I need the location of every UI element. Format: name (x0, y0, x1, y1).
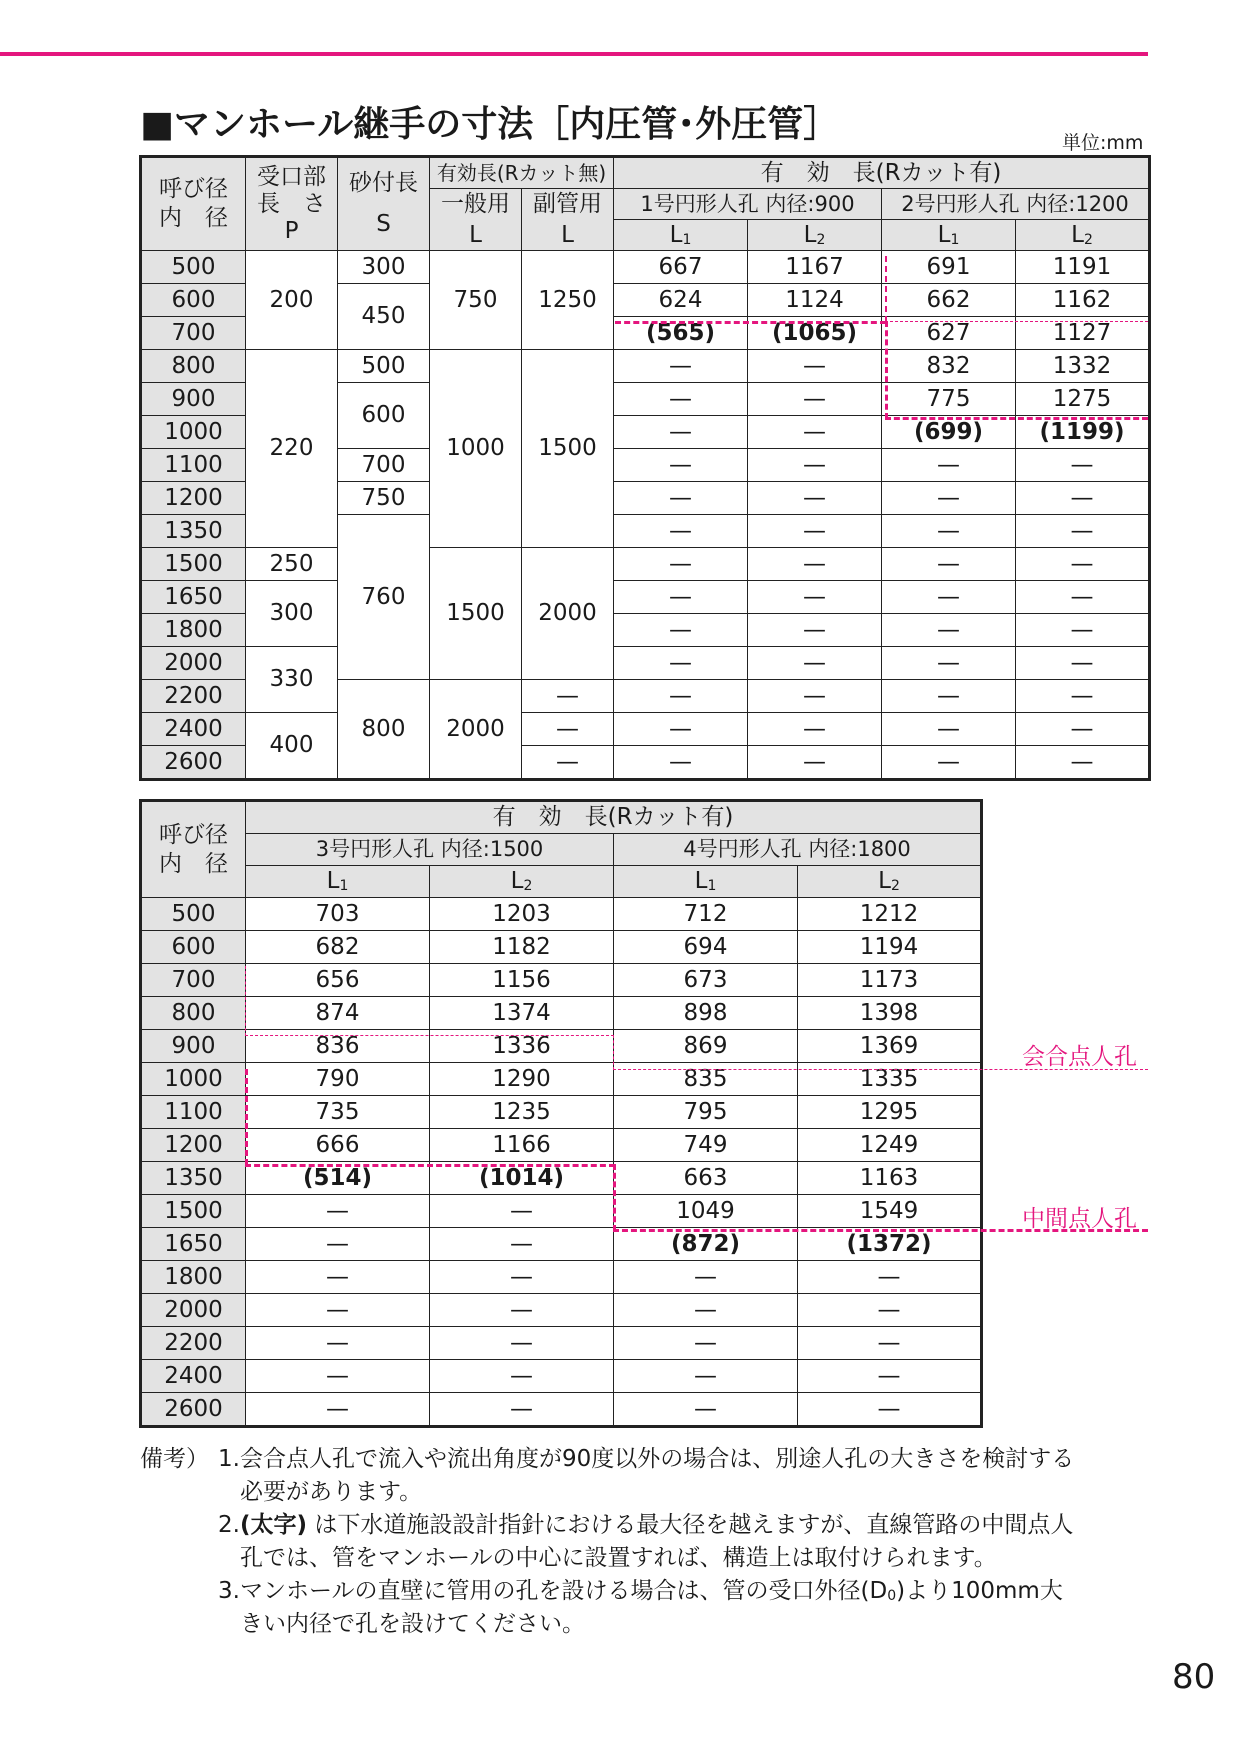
sub-length-cell: 1250 (522, 251, 614, 350)
value-cell: 790 (246, 1063, 430, 1096)
note-1-line2: 必要があります。 (240, 1479, 423, 1505)
value-cell: — (748, 350, 882, 383)
table-row (142, 1195, 981, 1228)
table-row (142, 350, 1149, 383)
remarks-prefix: 備考） (140, 1446, 209, 1472)
diameter-cell: 1500 (142, 1195, 246, 1228)
note-2-line1: は下水道施設設計指針における最大径を越えますが、直線管路の中間点人 (307, 1512, 1074, 1538)
value-cell: — (430, 1195, 614, 1228)
value-cell: 1163 (798, 1162, 981, 1195)
diameter-cell: 800 (142, 997, 246, 1030)
header-effective-length-cut: 有 効 長(Rカット有) (614, 158, 1149, 189)
value-cell: — (882, 647, 1016, 680)
value-cell: 712 (614, 898, 798, 931)
value-cell: 869 (614, 1030, 798, 1063)
junction-boundary-line (885, 256, 887, 322)
value-cell: — (798, 1360, 981, 1393)
value-cell: — (246, 1195, 430, 1228)
value-cell: — (1016, 746, 1149, 779)
value-cell: — (748, 449, 882, 482)
value-cell: — (246, 1360, 430, 1393)
table-row (142, 1393, 981, 1426)
value-cell: — (748, 416, 882, 449)
value-cell: — (882, 680, 1016, 713)
note-1-number: 1. (218, 1446, 240, 1472)
legend-middle-manhole: 中間点人孔 (1022, 1206, 1137, 1232)
socket-length-cell: 250 (246, 548, 338, 581)
note-3-line2: きい内径で孔を設けてください。 (240, 1611, 585, 1637)
diameter-cell: 2600 (142, 1393, 246, 1426)
value-cell: — (614, 614, 748, 647)
diameter-cell: 1000 (142, 1063, 246, 1096)
value-cell: 656 (246, 964, 430, 997)
value-cell: — (614, 647, 748, 680)
value-cell: — (246, 1327, 430, 1360)
diameter-cell: 2000 (142, 1294, 246, 1327)
header-l1: L1 (614, 866, 798, 898)
value-cell: — (882, 548, 1016, 581)
value-cell: — (1016, 713, 1149, 746)
sand-length-cell: 450 (338, 284, 430, 350)
manhole-joint-table-1 (141, 157, 1149, 779)
value-cell: — (882, 482, 1016, 515)
header-l1: L1 (614, 220, 748, 251)
general-length-cell: 2000 (430, 680, 522, 779)
general-length-cell: 750 (430, 251, 522, 350)
header-nominal-diameter: 呼び径 内 径 (142, 802, 246, 898)
middle-boundary-line (885, 321, 888, 419)
value-cell: — (614, 1294, 798, 1327)
value-cell: 1335 (798, 1063, 981, 1096)
value-cell: 775 (882, 383, 1016, 416)
table-row (142, 548, 1149, 581)
junction-boundary-line (245, 966, 246, 1036)
value-cell: — (882, 515, 1016, 548)
header-manhole-1: 1号円形人孔 内径:900 (614, 189, 882, 220)
value-cell: 1369 (798, 1030, 981, 1063)
header-l2: L2 (430, 866, 614, 898)
header-effective-length-nocut: 有効長(Rカット無) (430, 158, 614, 189)
value-cell: — (882, 713, 1016, 746)
diameter-cell: 1200 (142, 482, 246, 515)
value-cell: 1194 (798, 931, 981, 964)
page-number: 80 (1172, 1657, 1216, 1697)
table-row (142, 581, 1149, 614)
table-row (142, 1294, 981, 1327)
value-cell: 1332 (1016, 350, 1149, 383)
value-cell: — (614, 383, 748, 416)
middle-boundary-line (245, 1069, 248, 1165)
unit-label: 単位:mm (1062, 132, 1144, 154)
page-title: ■マンホール継手の寸法［内圧管･外圧管］ (140, 104, 840, 145)
table-row (142, 1063, 981, 1096)
note-2-bold-label: (太字) (240, 1512, 308, 1538)
value-cell: 1336 (430, 1030, 614, 1063)
diameter-cell: 1500 (142, 548, 246, 581)
value-cell: — (614, 1261, 798, 1294)
value-cell: 662 (882, 284, 1016, 317)
note-3-number: 3. (218, 1578, 240, 1604)
value-cell: 1290 (430, 1063, 614, 1096)
value-cell: — (614, 581, 748, 614)
value-cell: 1549 (798, 1195, 981, 1228)
value-cell: — (748, 515, 882, 548)
value-cell: 1191 (1016, 251, 1149, 284)
value-cell: 1249 (798, 1129, 981, 1162)
value-cell: — (430, 1294, 614, 1327)
value-cell: 795 (614, 1096, 798, 1129)
value-cell: 666 (246, 1129, 430, 1162)
value-cell: 1167 (748, 251, 882, 284)
value-cell: 1275 (1016, 383, 1149, 416)
value-cell: — (748, 581, 882, 614)
diameter-cell: 1200 (142, 1129, 246, 1162)
value-cell: — (1016, 647, 1149, 680)
table-row (142, 251, 1149, 284)
header-manhole-4: 4号円形人孔 内径:1800 (614, 834, 981, 866)
note-3-line1-end: )より100mm大 (896, 1578, 1063, 1604)
sub-length-cell: 1500 (522, 350, 614, 548)
diameter-cell: 2400 (142, 1360, 246, 1393)
sub-length-cell: — (522, 713, 614, 746)
value-cell: (1065) (748, 317, 882, 350)
sand-length-cell: 760 (338, 515, 430, 680)
value-cell: (699) (882, 416, 1016, 449)
value-cell: 691 (882, 251, 1016, 284)
top-accent-line (0, 52, 1148, 56)
header-nominal-diameter: 呼び径 内 径 (142, 158, 246, 251)
note-1-line1: 会合点人孔で流入や流出角度が90度以外の場合は、別途人孔の大きさを検討する (240, 1446, 1075, 1472)
value-cell: — (614, 1360, 798, 1393)
value-cell: 1173 (798, 964, 981, 997)
value-cell: — (748, 680, 882, 713)
value-cell: 694 (614, 931, 798, 964)
table-row (142, 1096, 981, 1129)
socket-length-cell: 200 (246, 251, 338, 350)
value-cell: 663 (614, 1162, 798, 1195)
value-cell: — (614, 1327, 798, 1360)
header-sub-pipe: 副管用 L (522, 189, 614, 251)
value-cell: 1235 (430, 1096, 614, 1129)
table-row (142, 898, 981, 931)
diameter-cell: 2200 (142, 1327, 246, 1360)
value-cell: 1182 (430, 931, 614, 964)
middle-boundary-line (245, 1164, 615, 1167)
header-socket-length: 受口部 長 さ P (246, 158, 338, 251)
general-length-cell: 1000 (430, 350, 522, 548)
value-cell: — (246, 1228, 430, 1261)
diameter-cell: 1100 (142, 1096, 246, 1129)
value-cell: 703 (246, 898, 430, 931)
value-cell: — (614, 548, 748, 581)
value-cell: 832 (882, 350, 1016, 383)
value-cell: 1295 (798, 1096, 981, 1129)
diameter-cell: 600 (142, 931, 246, 964)
sub-length-cell: — (522, 680, 614, 713)
value-cell: — (798, 1393, 981, 1426)
table-row (142, 1360, 981, 1393)
value-cell: 1156 (430, 964, 614, 997)
middle-boundary-line (615, 321, 886, 324)
sand-length-cell: 700 (338, 449, 430, 482)
value-cell: — (430, 1360, 614, 1393)
diameter-cell: 1000 (142, 416, 246, 449)
value-cell: — (246, 1261, 430, 1294)
diameter-cell: 900 (142, 383, 246, 416)
value-cell: (565) (614, 317, 748, 350)
diameter-cell: 2000 (142, 647, 246, 680)
header-l1: L1 (882, 220, 1016, 251)
value-cell: — (748, 746, 882, 779)
socket-length-cell: 300 (246, 581, 338, 647)
value-cell: — (882, 581, 1016, 614)
note-2-number: 2. (218, 1512, 240, 1538)
value-cell: — (614, 746, 748, 779)
sand-length-cell: 750 (338, 482, 430, 515)
legend-junction-manhole: 会合点人孔 (1022, 1044, 1137, 1070)
value-cell: — (430, 1393, 614, 1426)
value-cell: 682 (246, 931, 430, 964)
diameter-cell: 2200 (142, 680, 246, 713)
value-cell: 673 (614, 964, 798, 997)
value-cell: — (798, 1294, 981, 1327)
middle-boundary-line (885, 417, 1148, 420)
header-l2: L2 (748, 220, 882, 251)
value-cell: (1199) (1016, 416, 1149, 449)
value-cell: 735 (246, 1096, 430, 1129)
value-cell: — (430, 1327, 614, 1360)
table-row (142, 1129, 981, 1162)
value-cell: — (614, 680, 748, 713)
value-cell: — (614, 416, 748, 449)
sub-length-cell: 2000 (522, 548, 614, 680)
value-cell: 627 (882, 317, 1016, 350)
diameter-cell: 600 (142, 284, 246, 317)
note-3-line1: マンホールの直壁に管用の孔を設ける場合は、管の受口外径(D (240, 1578, 888, 1604)
table-row (142, 931, 981, 964)
sand-length-cell: 500 (338, 350, 430, 383)
diameter-cell: 2400 (142, 713, 246, 746)
header-effective-length-cut: 有 効 長(Rカット有) (246, 802, 981, 834)
value-cell: — (1016, 581, 1149, 614)
socket-length-cell: 330 (246, 647, 338, 713)
diameter-cell: 1100 (142, 449, 246, 482)
value-cell: 1166 (430, 1129, 614, 1162)
value-cell: 1212 (798, 898, 981, 931)
value-cell: — (882, 746, 1016, 779)
socket-length-cell: 220 (246, 350, 338, 548)
diameter-cell: 1650 (142, 581, 246, 614)
diameter-cell: 2600 (142, 746, 246, 779)
value-cell: — (1016, 548, 1149, 581)
diameter-cell: 1650 (142, 1228, 246, 1261)
value-cell: — (882, 449, 1016, 482)
value-cell: — (614, 350, 748, 383)
note-3-subscript: 0 (887, 1588, 897, 1604)
value-cell: 1374 (430, 997, 614, 1030)
value-cell: 1124 (748, 284, 882, 317)
diameter-cell: 1800 (142, 614, 246, 647)
header-l1: L1 (246, 866, 430, 898)
value-cell: — (748, 482, 882, 515)
sub-length-cell: — (522, 746, 614, 779)
value-cell: — (246, 1294, 430, 1327)
value-cell: — (246, 1393, 430, 1426)
table-row (142, 647, 1149, 680)
value-cell: 874 (246, 997, 430, 1030)
junction-boundary-line (885, 321, 1148, 322)
value-cell: — (1016, 680, 1149, 713)
value-cell: — (430, 1261, 614, 1294)
header-l2: L2 (1016, 220, 1149, 251)
header-manhole-3: 3号円形人孔 内径:1500 (246, 834, 614, 866)
value-cell: 898 (614, 997, 798, 1030)
value-cell: — (748, 647, 882, 680)
diameter-cell: 800 (142, 350, 246, 383)
value-cell: 749 (614, 1129, 798, 1162)
value-cell: 1049 (614, 1195, 798, 1228)
value-cell: (1372) (798, 1228, 981, 1261)
value-cell: 835 (614, 1063, 798, 1096)
value-cell: — (748, 383, 882, 416)
value-cell: — (614, 515, 748, 548)
note-2-line2: 孔では、管をマンホールの中心に設置すれば、構造上は取付けられます。 (240, 1545, 997, 1571)
value-cell: — (430, 1228, 614, 1261)
value-cell: — (614, 713, 748, 746)
diameter-cell: 500 (142, 251, 246, 284)
diameter-cell: 700 (142, 317, 246, 350)
general-length-cell: 1500 (430, 548, 522, 680)
value-cell: 1203 (430, 898, 614, 931)
diameter-cell: 900 (142, 1030, 246, 1063)
sand-length-cell: 300 (338, 251, 430, 284)
diameter-cell: 1800 (142, 1261, 246, 1294)
value-cell: (1014) (430, 1162, 614, 1195)
table-row (142, 997, 981, 1030)
value-cell: — (1016, 482, 1149, 515)
value-cell: 1162 (1016, 284, 1149, 317)
header-general: 一般用 L (430, 189, 522, 251)
value-cell: — (1016, 515, 1149, 548)
sand-length-cell: 600 (338, 383, 430, 449)
table-row (142, 1261, 981, 1294)
value-cell: — (748, 713, 882, 746)
header-l2: L2 (798, 866, 981, 898)
value-cell: — (798, 1327, 981, 1360)
value-cell: 1127 (1016, 317, 1149, 350)
diameter-cell: 1350 (142, 515, 246, 548)
table-row (142, 713, 1149, 746)
sand-length-cell: 800 (338, 680, 430, 779)
value-cell: — (882, 614, 1016, 647)
value-cell: — (1016, 614, 1149, 647)
value-cell: 624 (614, 284, 748, 317)
value-cell: 1398 (798, 997, 981, 1030)
header-sand-length: 砂付長 S (338, 158, 430, 251)
junction-boundary-line (613, 1035, 614, 1070)
value-cell: 836 (246, 1030, 430, 1063)
manhole-joint-table-2 (141, 801, 981, 1426)
value-cell: — (614, 449, 748, 482)
value-cell: — (614, 482, 748, 515)
value-cell: — (614, 1393, 798, 1426)
junction-boundary-line (245, 1035, 614, 1036)
header-manhole-2: 2号円形人孔 内径:1200 (882, 189, 1149, 220)
remarks (140, 1443, 1075, 1641)
middle-boundary-line (613, 1164, 616, 1231)
socket-length-cell: 400 (246, 713, 338, 779)
table-row (142, 964, 981, 997)
value-cell: (514) (246, 1162, 430, 1195)
value-cell: — (748, 614, 882, 647)
diameter-cell: 1350 (142, 1162, 246, 1195)
value-cell: 667 (614, 251, 748, 284)
value-cell: — (1016, 449, 1149, 482)
table-row (142, 1327, 981, 1360)
diameter-cell: 500 (142, 898, 246, 931)
value-cell: (872) (614, 1228, 798, 1261)
diameter-cell: 700 (142, 964, 246, 997)
table-row (142, 1228, 981, 1261)
value-cell: — (748, 548, 882, 581)
value-cell: — (798, 1261, 981, 1294)
